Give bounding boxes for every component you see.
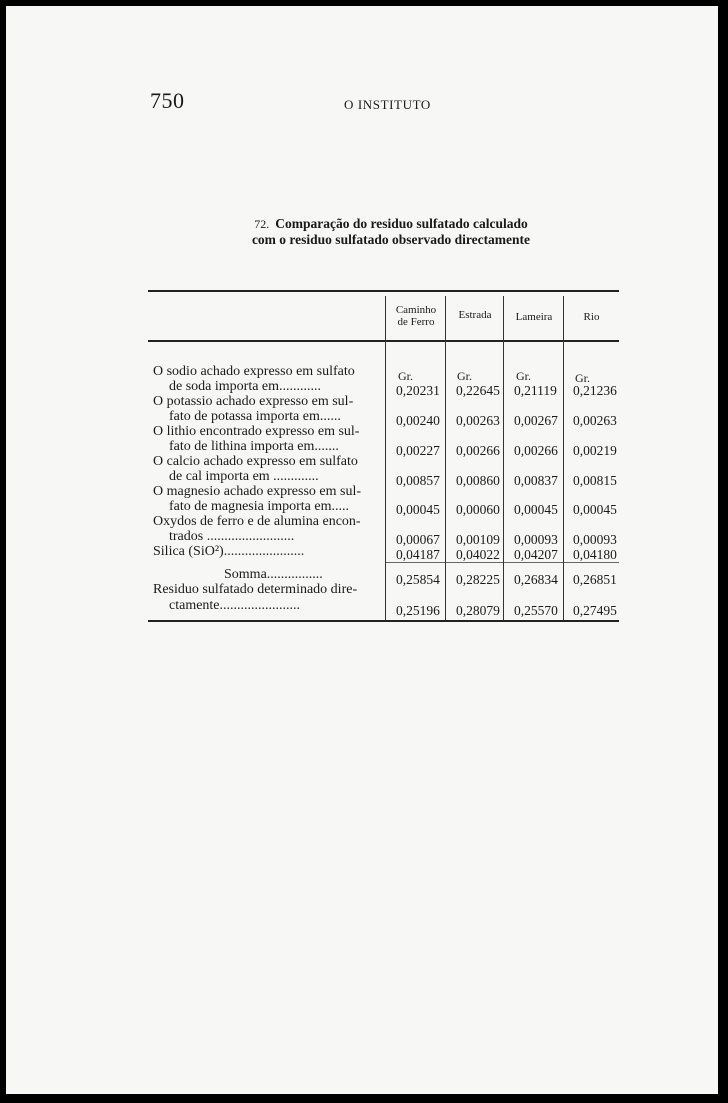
table-cell-sodio-4: 0,21236	[573, 383, 617, 398]
column-header-lameira: Lameira	[515, 311, 553, 323]
table-cell-calcio-2: 0,00860	[456, 473, 500, 488]
table-cell-lithio-1: 0,00227	[396, 443, 440, 458]
table-cell-somma-2: 0,28225	[456, 572, 500, 587]
row-label-line: O magnesio achado expresso em sul-	[153, 484, 361, 499]
column-divider-2	[445, 296, 446, 620]
table-cell-sodio-3: 0,21119	[514, 383, 557, 398]
document-page	[6, 6, 718, 1094]
row-label-line: trados .........................	[169, 529, 295, 544]
table-cell-silica-4: 0,04180	[573, 547, 617, 562]
table-cell-magnesio-3: 0,00045	[514, 502, 558, 517]
column-header-caminho-line-2: de Ferro	[397, 316, 435, 328]
table-cell-magnesio-4: 0,00045	[573, 502, 617, 517]
table-cell-somma-1: 0,25854	[396, 572, 440, 587]
unit-label: Gr.	[398, 369, 413, 383]
row-label-line: Residuo sulfatado determinado dire-	[153, 582, 358, 597]
row-label-line: Oxydos de ferro e de alumina encon-	[153, 514, 361, 529]
page-number: 750	[150, 88, 185, 113]
row-label-line: O sodio achado expresso em sulfato	[153, 364, 355, 379]
table-cell-oxydos-2: 0,00109	[456, 532, 500, 547]
row-label-line: O calcio achado expresso em sulfato	[153, 454, 358, 469]
table-title-text-1: Comparação do residuo sulfatado calculado	[275, 216, 528, 231]
table-cell-oxydos-4: 0,00093	[573, 532, 617, 547]
table-cell-residuo-4: 0,27495	[573, 603, 617, 618]
table-cell-calcio-3: 0,00837	[514, 473, 558, 488]
table-cell-silica-2: 0,04022	[456, 547, 500, 562]
table-cell-potassio-3: 0,00267	[514, 413, 558, 428]
running-head: O INSTITUTO	[344, 97, 431, 112]
table-title-line-2: com o residuo sulfatado observado directamente	[251, 232, 531, 247]
table-cell-magnesio-2: 0,00060	[456, 502, 500, 517]
row-label-line: fato de potassa importa em......	[169, 409, 341, 424]
table-cell-magnesio-1: 0,00045	[396, 502, 440, 517]
table-cell-silica-1: 0,04187	[396, 547, 440, 562]
column-divider-4	[563, 296, 564, 620]
header-bottom-rule	[148, 340, 619, 342]
column-header-estrada: Estrada	[458, 309, 492, 321]
table-cell-residuo-2: 0,28079	[456, 603, 500, 618]
table-cell-lithio-2: 0,00266	[456, 443, 500, 458]
column-header-caminho	[387, 304, 445, 328]
row-label-line: de cal importa em .............	[169, 469, 319, 484]
table-cell-calcio-4: 0,00815	[573, 473, 617, 488]
unit-label: Gr.	[575, 371, 590, 385]
table-cell-oxydos-3: 0,00093	[514, 532, 558, 547]
table-bottom-rule	[148, 620, 619, 622]
table-cell-oxydos-1: 0,00067	[396, 532, 440, 547]
row-label-line: fato de lithina importa em.......	[169, 439, 339, 454]
unit-label: Gr.	[516, 369, 531, 383]
table-cell-lithio-3: 0,00266	[514, 443, 558, 458]
column-header-rio: Rio	[583, 311, 600, 323]
row-label-line: ctamente.......................	[169, 598, 301, 613]
table-cell-calcio-1: 0,00857	[396, 473, 440, 488]
row-label-line: fato de magnesia importa em.....	[169, 499, 349, 514]
row-label-somma: Somma................	[224, 567, 323, 582]
unit-label: Gr.	[457, 369, 472, 383]
table-cell-potassio-2: 0,00263	[456, 413, 500, 428]
table-cell-lithio-4: 0,00219	[573, 443, 617, 458]
table-cell-sodio-2: 0,22645	[456, 383, 500, 398]
table-cell-potassio-1: 0,00240	[396, 413, 440, 428]
table-cell-residuo-3: 0,25570	[514, 603, 558, 618]
table-cell-sodio-1: 0,20231	[396, 383, 440, 398]
table-cell-potassio-4: 0,00263	[573, 413, 617, 428]
table-title-line-1	[156, 216, 626, 232]
table-title	[156, 216, 626, 248]
row-label-line: de soda importa em............	[169, 379, 322, 394]
table-cell-residuo-1: 0,25196	[396, 603, 440, 618]
column-header-caminho-line-1: Caminho	[395, 304, 437, 316]
table-cell-somma-3: 0,26834	[514, 572, 558, 587]
subtotal-rule	[385, 562, 619, 563]
row-label-line: O potassio achado expresso em sul-	[153, 394, 354, 409]
table-cell-silica-3: 0,04207	[514, 547, 558, 562]
row-label-line: O lithio encontrado expresso em sul-	[153, 424, 360, 439]
table-cell-somma-4: 0,26851	[573, 572, 617, 587]
column-divider-3	[503, 296, 504, 620]
table-number: 72.	[254, 217, 270, 231]
table-top-rule	[148, 290, 619, 292]
row-label-line: Silica (SiO²).......................	[153, 544, 305, 559]
